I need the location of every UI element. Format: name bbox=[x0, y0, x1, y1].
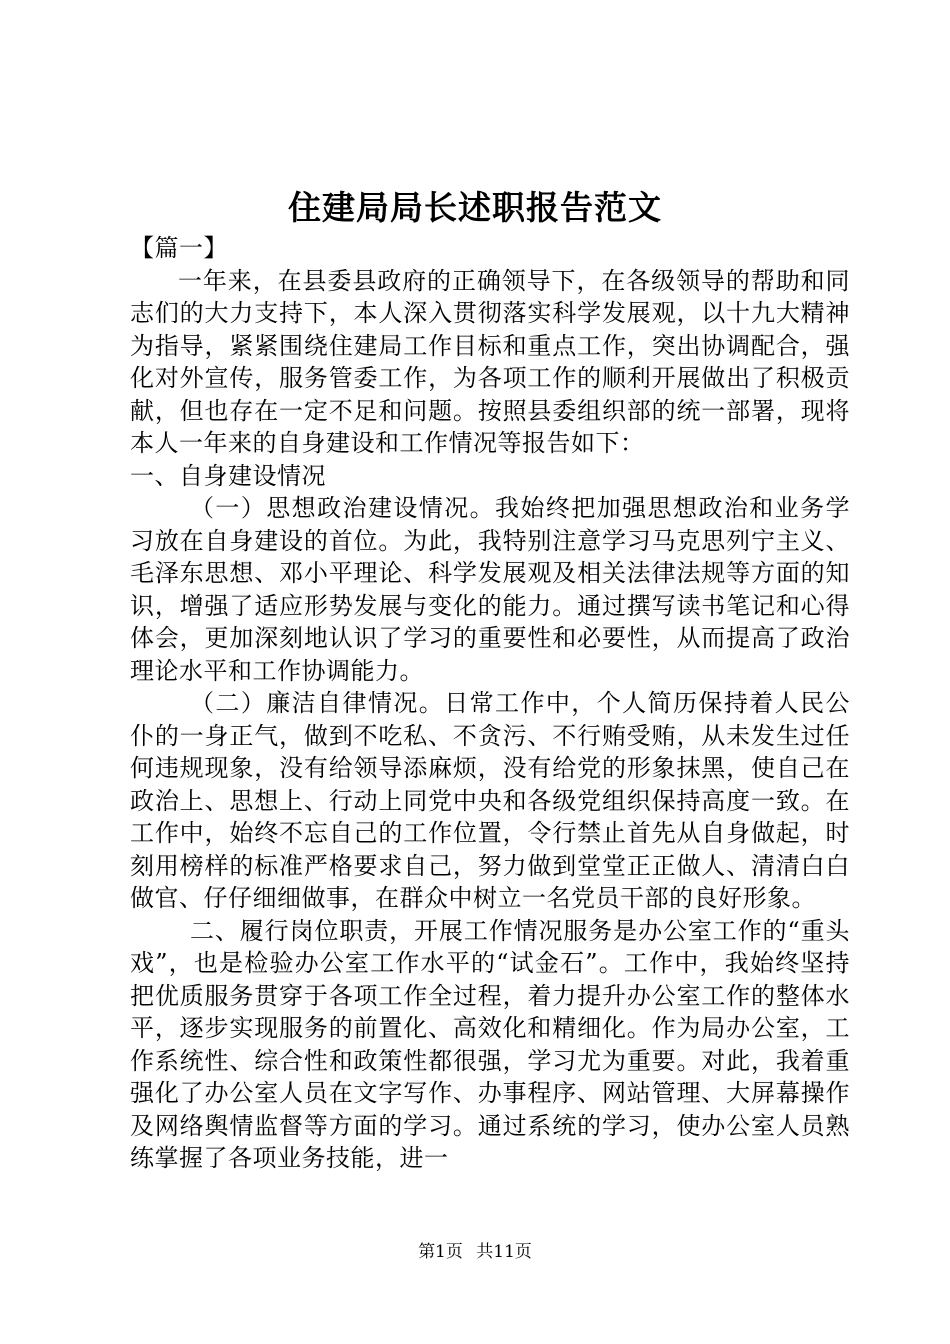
page-number-total: 共11页 bbox=[476, 1242, 532, 1262]
paragraph-duties: 二、履行岗位职责，开展工作情况服务是办公室工作的“重头戏”，也是检验办公室工作水平的“试金石”。工作中，我始终坚持把优质服务贯穿于各项工作全过程，着力提升办公室工作的整体水平，逐步实现服务的前置化、高效化和精细化。作为局办公室，工作系统性、综合性和政策性都很强，学习尤为重要。对此，我着重强化了办公室人员在文字写作、办事程序、网站管理、大屏幕操作及网络舆情监督等方面的学习。通过系统的学习，使办公室人员熟练掌握了各项业务技能，进一 bbox=[130, 916, 850, 1172]
document-title: 住建局局长述职报告范文 bbox=[288, 188, 662, 227]
page-footer bbox=[0, 1240, 950, 1264]
paragraph-intro: 一年来，在县委县政府的正确领导下，在各级领导的帮助和同志们的大力支持下，本人深入贯彻落实科学发展观，以十九大精神为指导，紧紧围绕住建局工作目标和重点工作，突出协调配合，强化对外宣传，服务管委工作，为各项工作的顺利开展做出了积极贡献，但也存在一定不足和问题。按照县委组织部的统一部署，现将本人一年来的自身建设和工作情况等报告如下： bbox=[130, 266, 850, 457]
document-body bbox=[130, 232, 850, 1175]
paragraph-integrity: （二）廉洁自律情况。日常工作中，个人简历保持着人民公仆的一身正气，做到不吃私、不贪污、不行贿受贿，从未发生过任何违规现象，没有给领导添麻烦，没有给党的形象抹黑，使自己在政治上、思想上、行动上同党中央和各级党组织保持高度一致。在工作中，始终不忘自己的工作位置，令行禁止首先从自身做起，时刻用榜样的标准严格要求自己，努力做到堂堂正正做人、清清白白做官、仔仔细细做事，在群众中树立一名党员干部的良好形象。 bbox=[130, 689, 850, 912]
section-tag: 【篇一】 bbox=[130, 234, 228, 262]
heading-self-construction: 一、自身建设情况 bbox=[130, 461, 326, 490]
page-number-current: 第1页 bbox=[418, 1242, 463, 1262]
paragraph-political-construction: （一）思想政治建设情况。我始终把加强思想政治和业务学习放在自身建设的首位。为此，我特别注意学习马克思列宁主义、毛泽东思想、邓小平理论、科学发展观及相关法律法规等方面的知识，增强了适应形势发展与变化的能力。通过撰写读书笔记和心得体会，更加深刻地认识了学习的重要性和必要性，从而提高了政治理论水平和工作协调能力。 bbox=[130, 494, 850, 685]
